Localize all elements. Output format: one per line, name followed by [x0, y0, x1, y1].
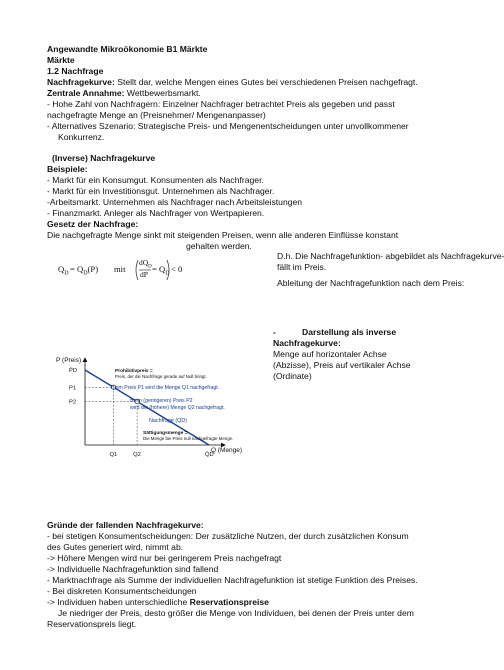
reason-line: - Marktnachfrage als Summe der individuellen Nachfragefunktion ist stetige Funktion des Preises. [47, 575, 418, 585]
prohibitive-text: Preis, der die Nachfrage gerade auf Null bringt. [115, 374, 207, 379]
prohibitive-title: Prohibitivpreis = [115, 369, 153, 374]
reason-text: -> Individuen haben unterschiedliche [47, 597, 190, 607]
formula-lt: < 0 [171, 264, 183, 274]
formula [58, 257, 184, 283]
p1-annotation: Beim Preis P1 wird die Menge Q1 nachgefragt. [111, 385, 220, 391]
example-item: -Arbeitsmarkt. Unternehmen als Nachfrager nach Arbeitsleistungen [47, 197, 303, 207]
reason-line: -> Höhere Mengen wird nur bei geringerem Preis nachgefragt [47, 553, 282, 563]
example-item: - Markt für ein Investitionsgut. Unternehmen als Nachfrager. [47, 186, 275, 196]
saturation-text: Die Menge bei Preis null nachgefragte Menge. [143, 436, 234, 441]
reason-line: - Bei diskreten Konsumentscheidungen [47, 586, 197, 596]
reason-line [47, 597, 269, 608]
reason-line: Reservationspreis liegt. [47, 619, 137, 629]
chapter-heading: Märkte [47, 55, 75, 65]
formula-eq: = $Q_D(P)$ [70, 264, 99, 277]
bullet-line: Konkurrenz. [58, 132, 105, 142]
definition-label: Nachfragekurve: [47, 77, 115, 87]
examples-label: Beispiele: [47, 164, 88, 174]
side-text: (Ordinate) [273, 371, 312, 381]
reason-line: - bei stetigen Konsumentscheidungen: Der zusätzliche Nutzen, der durch zusätzlichen Konsum [47, 531, 409, 541]
reason-line: -> Individuelle Nachfragefunktion sind fallend [47, 564, 219, 574]
central-assumption [47, 88, 201, 99]
side-text: (Abzisse), Preis auf vertikaler Achse [273, 360, 411, 370]
y-tick-label: P1 [69, 385, 77, 392]
p2-annotation-2: wird die (höhere) Menge Q2 nachgefragt. [130, 405, 225, 411]
dh-text: D.h. Die Nachfragefunktion- abgebildet als Nachfragekurve- [277, 251, 504, 261]
side-heading: Darstellung als inverse [302, 327, 397, 337]
formula-eq2: = $Q_D$ [152, 264, 170, 277]
formula-lhs: $Q_D$ [58, 264, 69, 277]
inverse-demand-heading: (Inverse) Nachfragekurve [52, 153, 156, 163]
definition-demand-curve [47, 77, 418, 88]
side-heading-2: Nachfragekurve: [273, 338, 341, 348]
demand-chart [55, 350, 275, 465]
formula-num: $dQ_D$ [139, 258, 152, 270]
bullet-line: - Alternatives Szenario: Strategische Preis- und Mengenentscheidungen unter unvollkommener [47, 121, 409, 131]
side-dash: - [273, 327, 276, 337]
example-item: - Markt für ein Konsumgut. Konsumenten als Nachfrager. [47, 175, 264, 185]
curve-label: Nachfrage (QD) [149, 418, 188, 424]
reason-line: des Gutes generiert wird, nimmt ab. [47, 542, 184, 552]
x-axis-label: Q (Menge) [211, 447, 243, 454]
section-heading: 1.2 Nachfrage [47, 66, 104, 76]
x-tick-label: Q2 [133, 452, 141, 458]
y-tick-label: P2 [69, 399, 77, 406]
assumption-text: Wettbewerbsmarkt. [124, 88, 201, 98]
side-text: Menge auf horizontaler Achse [273, 349, 387, 359]
dh-text: fällt im Preis. [277, 262, 327, 272]
example-item: - Finanzmarkt. Anleger als Nachfrager von Wertpapieren. [47, 208, 265, 218]
derivation-text: Ableitung der Nachfragefunktion nach dem Preis: [277, 278, 465, 288]
reason-line: Je niedriger der Preis, desto größer die Menge von Individuen, bei denen der Preis unter dem [58, 608, 414, 618]
law-text: Die nachgefragte Menge sinkt mit steigenden Preisen, wenn alle anderen Einflüsse konstant [47, 230, 399, 240]
assumption-label: Zentrale Annahme: [47, 88, 125, 98]
formula-den: dP [140, 270, 148, 279]
x-tick-label: Q̄D [205, 452, 214, 458]
annotations [111, 368, 233, 441]
bullet-line: nachgefragte Menge an (Preisnehmer/ Mengenanpasser) [47, 110, 266, 120]
bullet-line: - Hohe Zahl von Nachfragern: Einzelner Nachfrager betrachtet Preis als gegeben und passt [47, 99, 395, 109]
saturation-title: Sättigungsmenge = [143, 431, 188, 436]
p2-annotation-1: Beim (geringeren) Preis P2 [130, 398, 193, 404]
law-text: gehalten werden. [186, 241, 252, 251]
formula-mit: mit [114, 264, 126, 274]
law-of-demand-heading: Gesetz der Nachfrage: [47, 219, 139, 229]
y-axis-label: P (Preis) [56, 357, 82, 364]
y-tick-label: P̄D [69, 368, 78, 374]
reasons-heading: Gründe der fallenden Nachfragekurve: [47, 520, 204, 530]
doc-title: Angewandte Mikroökonomie B1 Märkte [47, 44, 208, 54]
x-tick-label: Q1 [109, 452, 118, 458]
reservation-price-term: Reservationspreise [189, 597, 269, 607]
definition-text: Stellt dar, welche Mengen eines Gutes bei verschiedenen Preisen nachgefragt. [114, 77, 418, 87]
